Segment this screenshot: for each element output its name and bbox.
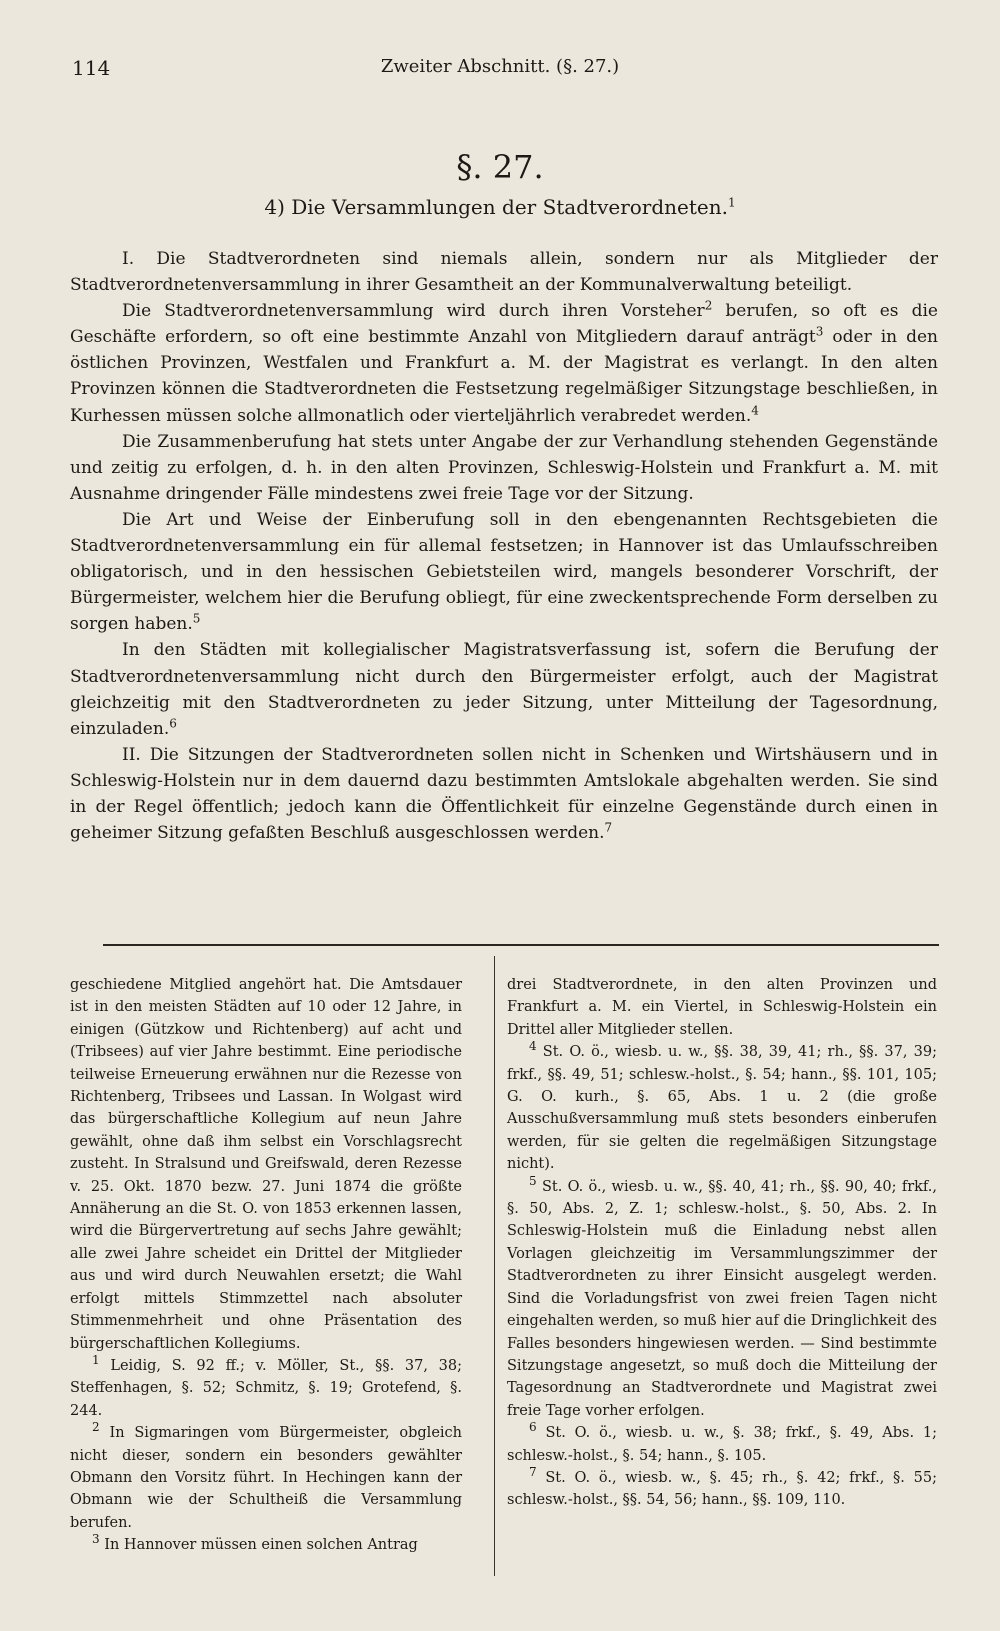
page-number: 114 [72,56,111,80]
paragraph-text: In den Städten mit kollegialischer Magistratsverfassung ist, sofern die Berufung der Stadtverordnetenversammlung nicht durch den Bürgermeister erfolgt, auch der Magistrat gleichzeitig mit den Stadtverordneten zu jeder Sitzung, unter Mitteilung der Tagesordnung, einzuladen. [70,640,938,739]
footnote-continuation: drei Stadtverordnete, in den alten Provinzen und Frankfurt a. M. ein Viertel, in Schleswig-Holstein ein Drittel aller Mitglieder stellen. [507,977,937,1038]
footnote-7 [507,1467,937,1512]
paragraph-1 [70,246,938,298]
footnotes-right-column [507,974,937,1512]
footnote-text: In Hannover müssen einen solchen Antrag [99,1537,418,1554]
footnote-text: Leidig, S. 92 ff.; v. Möller, St., §§. 37, 38; Steffenhagen, §. 52; Schmitz, §. 19; Grotefend, §. 244. [70,1357,462,1419]
footnote-mark: 5 [529,1173,537,1188]
paragraph-2 [70,298,938,428]
column-divider [494,956,495,1576]
running-head [70,50,930,84]
footnote-continuation: geschiedene Mitglied angehört hat. Die Amtsdauer ist in den meisten Städten auf 10 oder 12 Jahre, in einigen (Gützkow und Richtenberg) auf acht und (Tribsees) auf vier Jahre bestimmt. Eine periodische teilweise Erneuerung erwähnen nur die Rezesse von Richtenberg, Tribsees und Lassan. In Wolgast wird das bürgerschaftliche Kollegium auf neun Jahre gewählt, ohne daß ihm selbst ein Vorschlagsrecht zusteht. In Stralsund und Greifswald, deren Rezesse v. 25. Okt. 1870 bezw. 27. Juni 1874 die größte Annäherung an die St. O. von 1853 erkennen lassen, wird die Bürgervertretung auf sechs Jahre gewählt; alle zwei Jahre scheidet ein Drittel der Mitglieder aus und wird durch Neuwahlen ersetzt; die Wahl erfolgt mittels Stimmzettel nach absoluter Stimmenmehrheit und ohne Präsentation des bürgerschaftlichen Kollegiums. [70,977,462,1352]
footnote-ref: 1 [728,195,736,210]
footnote-ref: 6 [169,716,177,731]
footnote-text: St. O. ö., wiesb. u. w., §§. 40, 41; rh., §§. 90, 40; frkf., §. 50, Abs. 2, Z. 1; schlesw.-holst., §. 50, Abs. 2. In Schleswig-Holstein muß die Einladung nebst allen Vorlagen gleichzeitig im Versammlungszimmer der Stadtverordneten zu ihrer Einsicht ausgelegt werden. Sind die Vorladungsfrist von zwei freien Tagen nicht eingehalten werden, so muß hier auf die Dringlichkeit des Falles besonders hingewiesen werden. — Sind bestimmte Sitzungstage angesetzt, so muß doch die Mitteilung der Tagesordnung an Stadtverordnete und Magistrat zwei freie Tage vorher erfolgen. [507,1178,937,1419]
footnote-ref: 7 [604,820,613,835]
footnote-text: St. O. ö., wiesb. w., §. 45; rh., §. 42; frkf., §. 55; schlesw.-holst., §§. 54, 56; hann., §§. 109, 110. [507,1469,937,1509]
footnote-6 [507,1422,937,1467]
footnote-text: St. O. ö., wiesb. u. w., §. 38; frkf., §. 49, Abs. 1; schlesw.-holst., §. 54; hann., §. 105. [507,1425,937,1464]
paragraph-text: Die Art und Weise der Einberufung soll in den ebengenannten Rechtsgebieten die Stadtverordnetenversammlung ein für allemal festsetzen; in Hannover ist das Umlaufsschreiben obligatorisch, und in den hessischen Gebietsteilen wird, mangels besonderer Vorschrift, der Bürgermeister, welchem hier die Berufung obliegt, für eine zweckentsprechende Form derselben zu sorgen haben. [70,509,938,635]
paragraph-4 [70,507,938,637]
footnote-mark: 1 [92,1353,100,1368]
footnote-divider [103,944,939,946]
footnote-mark: 3 [92,1532,100,1547]
footnotes-left-column [70,974,462,1557]
footnote-mark: 7 [529,1465,537,1480]
section-title [0,195,1000,219]
footnote-mark: 2 [92,1420,100,1435]
footnote-ref: 4 [751,402,759,417]
paragraph-text: Die Stadtverordnetenversammlung wird durch ihren Vorsteher [122,301,705,322]
running-title: Zweiter Abschnitt. (§. 27.) [380,56,620,77]
paragraph-text: oder in den östlichen Provinzen, Westfalen und Frankfurt a. M. der Magistrat es verlangt. In den alten Provinzen können die Stadtverordneten die Festsetzung regelmäßiger Sitzungstage beschließen, in Kurhessen müssen solche allmonatlich oder vierteljährlich verabredet werden. [70,327,938,426]
main-text [70,246,938,846]
paragraph-text: II. Die Sitzungen der Stadtverordneten sollen nicht in Schenken und Wirtshäusern und in Schleswig-Holstein nur in dem dauernd dazu bestimmten Amtslokale abgehalten werden. Sie sind in der Regel öffentlich; jedoch kann die Öffentlichkeit für einzelne Gegenstände durch einen in geheimer Sitzung gefaßten Beschluß ausgeschlossen werden. [70,744,938,844]
footnote-text: St. O. ö., wiesb. u. w., §§. 38, 39, 41; rh., §§. 37, 39; frkf., §§. 49, 51; schlesw.-holst., §. 54; hann., §§. 101, 105; G. O. kurh., §. 65, Abs. 1 u. 2 (die große Ausschußversammlung muß stets besonders einberufen werden, für sie gelten die regelmäßigen Sitzungstage nicht). [507,1044,937,1173]
footnote-4 [507,1041,937,1175]
footnote-5 [507,1173,937,1422]
footnote-mark: 6 [529,1420,537,1435]
footnote-1 [70,1355,462,1422]
paragraph-6 [70,742,938,846]
footnote-text: In Sigmaringen vom Bürgermeister, obgleich nicht dieser, sondern ein besonders gewählter Obmann den Vorsitz führt. In Hechingen kann der Obmann wie der Schultheiß die Versammlung berufen. [70,1425,462,1531]
paragraph-text: I. Die Stadtverordneten sind niemals allein, sondern nur als Mitglieder der Stadtverordnetenversammlung in ihrer Gesamtheit an der Kommunalverwaltung beteiligt. [70,249,938,296]
section-number: §. 27. [456,148,544,186]
footnote-3 [70,1534,462,1556]
footnote-mark: 4 [529,1039,537,1054]
paragraph-5 [70,637,938,741]
footnote-ref: 3 [815,324,824,339]
footnote-ref: 2 [704,298,713,313]
paragraph-text: berufen, so oft es die Geschäfte erfordern, so oft eine bestimmte Anzahl von Mitgliedern darauf anträgt [70,301,938,348]
paragraph-text: Die Zusammenberufung hat stets unter Angabe der zur Verhandlung stehenden Gegenstände und zeitig zu erfolgen, d. h. in den alten Provinzen, Schleswig-Holstein und Frankfurt a. M. mit Ausnahme dringender Fälle mindestens zwei freie Tage vor der Sitzung. [70,431,938,504]
footnote-2 [70,1422,462,1534]
footnote-ref: 5 [192,611,201,626]
paragraph-3 [70,429,938,507]
section-title-text: 4) Die Versammlungen der Stadtverordneten. [264,195,728,219]
